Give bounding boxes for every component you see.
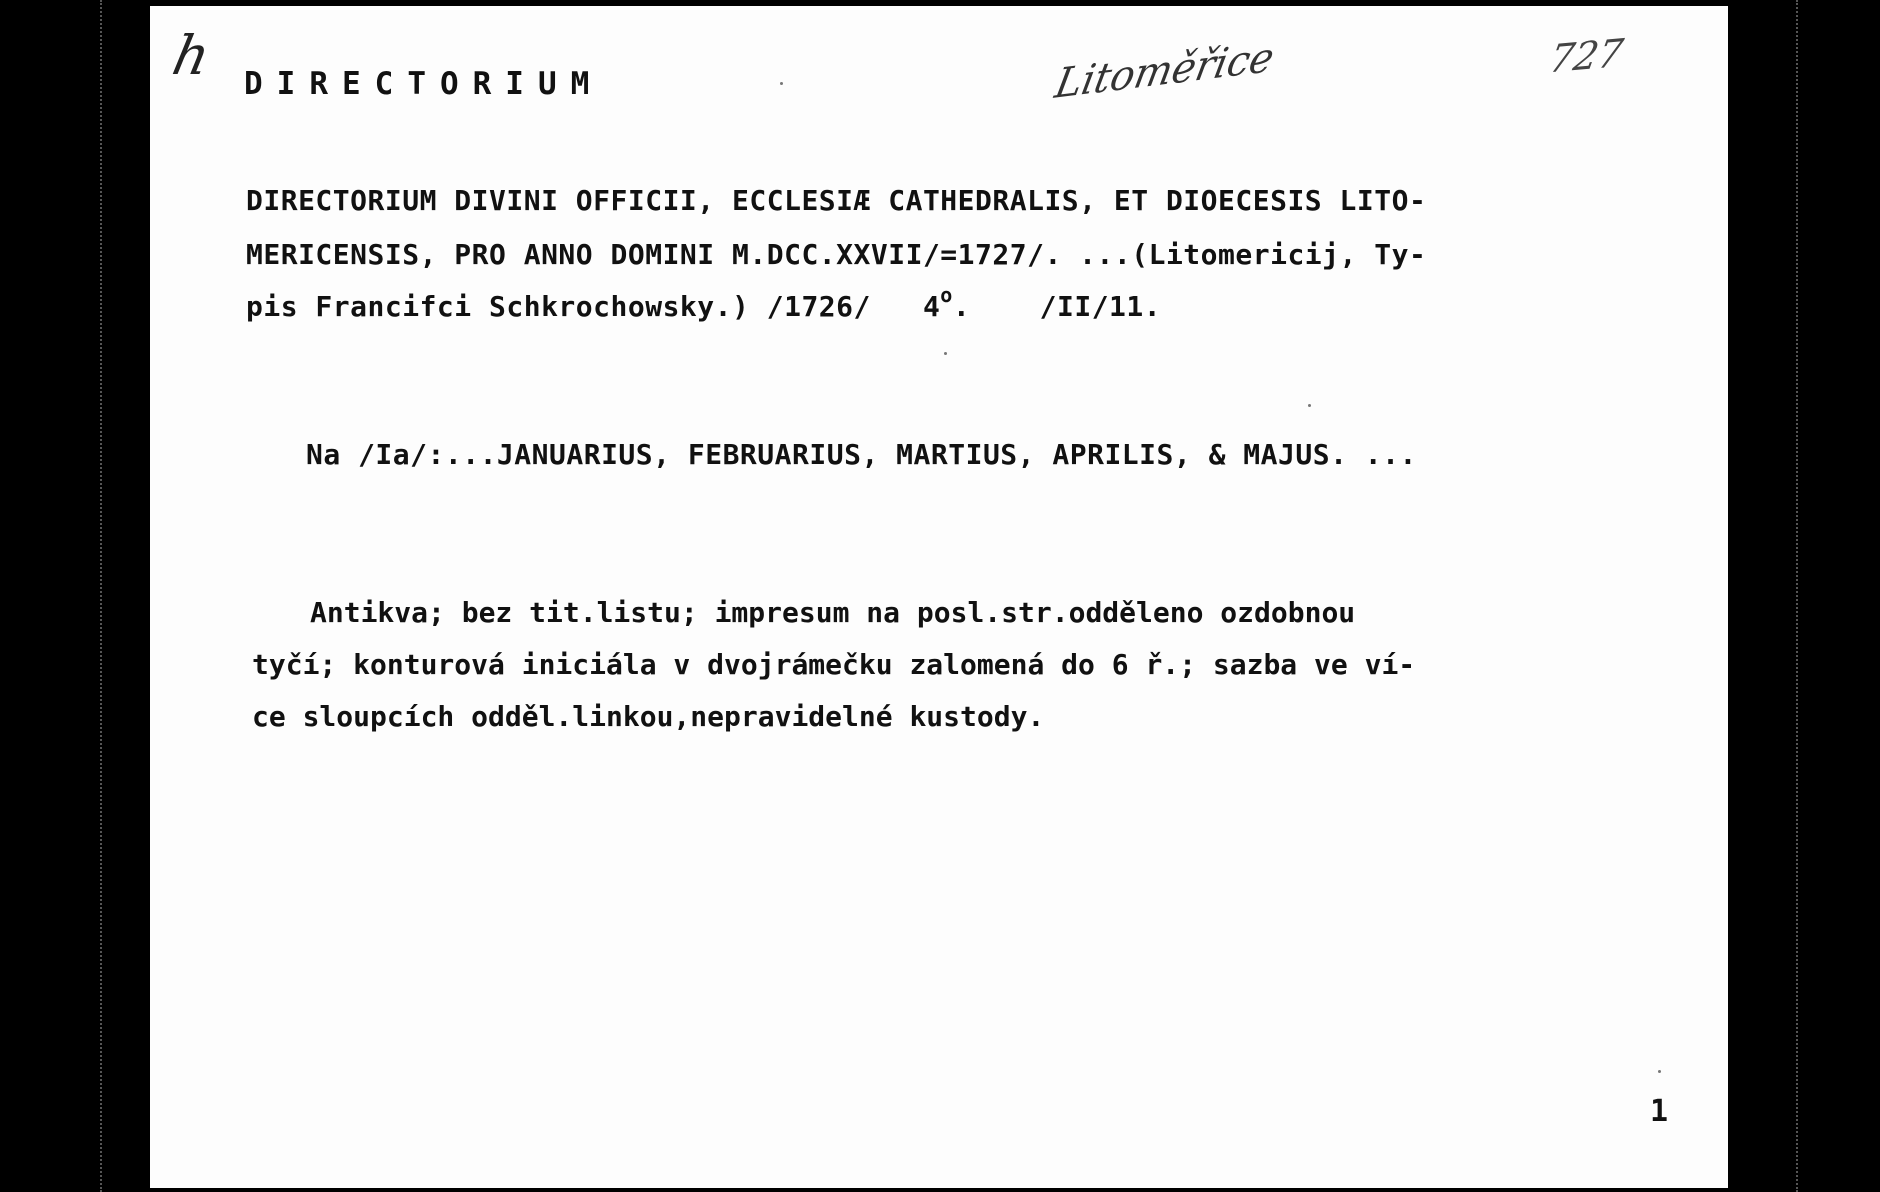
card-heading: DIRECTORIUM — [244, 66, 604, 102]
scan-speck — [1308, 404, 1311, 407]
description-line-2: tyčí; konturová iniciála v dvojrámečku zalomená do 6 ř.; sazba ve ví- — [252, 648, 1416, 681]
incipit-note: Na /Ia/:...JANUARIUS, FEBRUARIUS, MARTIUS, APRILIS, & MAJUS. ... — [306, 438, 1417, 471]
scan-speck — [944, 352, 947, 355]
catalog-card — [150, 6, 1728, 1188]
title-line-1: DIRECTORIUM DIVINI OFFICII, ECCLESIÆ CATHEDRALIS, ET DIOECESIS LITO- — [246, 184, 1427, 217]
scan-edge-right — [1796, 0, 1800, 1192]
scan-speck — [780, 82, 783, 85]
scan-edge-left — [100, 0, 104, 1192]
title-line-3-tail: . /II/11. — [952, 290, 1162, 323]
description-line-3: ce sloupcích odděl.linkou,nepravidelné kustody. — [252, 700, 1045, 733]
title-line-3-main: pis Francifci Schkrochowsky.) /1726/ 4 — [246, 290, 941, 323]
title-line-3 — [246, 283, 1162, 323]
handwritten-number: 727 — [1546, 30, 1627, 82]
handwritten-place-note: Litoměřice — [1051, 33, 1278, 109]
page-number: 1 — [1650, 1094, 1669, 1129]
format-superscript: o — [940, 283, 953, 307]
scan-speck — [1658, 1070, 1661, 1073]
description-line-1: Antikva; bez tit.listu; impresum na posl.str.odděleno ozdobnou — [310, 596, 1356, 629]
handwritten-letter: h — [167, 24, 216, 87]
title-line-2: MERICENSIS, PRO ANNO DOMINI M.DCC.XXVII/=1727/. ...(Litomericij, Ty- — [246, 238, 1427, 271]
